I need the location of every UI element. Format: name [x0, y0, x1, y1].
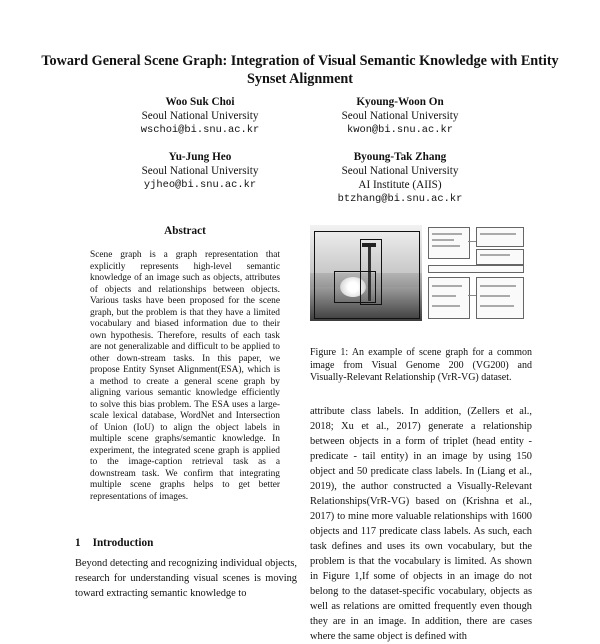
section-heading	[75, 537, 295, 549]
graph-label	[432, 285, 462, 287]
scene-graph-diagram	[428, 225, 525, 321]
graph-label	[480, 254, 510, 256]
author-email[interactable]: btzhang@bi.snu.ac.kr	[337, 193, 463, 205]
bounding-box	[334, 271, 376, 303]
graph-label	[432, 239, 454, 241]
author-email[interactable]: wschoi@bi.snu.ac.kr	[140, 124, 260, 136]
graph-edge	[468, 241, 476, 242]
graph-node-group	[476, 227, 524, 247]
author-name: Byoung-Tak Zhang	[353, 151, 447, 163]
graph-label	[432, 295, 456, 297]
graph-node-group	[476, 249, 524, 265]
graph-node-group	[428, 227, 470, 259]
graph-node-group	[428, 265, 524, 273]
abstract-heading: Abstract	[164, 225, 206, 237]
graph-label	[432, 245, 460, 247]
author-affiliation: Seoul National University	[341, 110, 459, 122]
graph-node-group	[476, 277, 524, 319]
author-email[interactable]: kwon@bi.snu.ac.kr	[346, 124, 453, 136]
author-affiliation: Seoul National University	[341, 165, 459, 177]
author-affiliation-secondary: AI Institute (AIIS)	[358, 179, 442, 191]
graph-edge	[468, 295, 476, 296]
graph-label	[432, 305, 460, 307]
author-name: Yu-Jung Heo	[168, 151, 232, 163]
section-number: 1	[75, 537, 81, 549]
paper-title: Toward General Scene Graph: Integration of Visual Semantic Knowledge with Entity Synset Alignment	[41, 53, 559, 87]
figure-1	[310, 225, 525, 325]
figure-photo	[310, 225, 422, 321]
graph-label	[480, 295, 510, 297]
graph-node-group	[428, 277, 470, 319]
author-name: Kyoung-Woon On	[356, 96, 444, 108]
abstract-text: Scene graph is a graph representation that explicitly represents high-level semantic knowledge of an image such as objects, attributes of objects and relationships between objects. Various tasks have been proposed for the scene graph, but the problem is that they have a limited vocabulary and biased information due to their own hypothesis. Therefore, results of each task are not generalizable and difficult to be applied to other down-stream tasks. In this paper, we propose Entity Synset Alignment(ESA), which is a method to create a general scene graph by aligning various semantic knowledge efficiently to solve this bias problem. The ESA uses a large-scale lexical database, WordNet and Intersection of Union (IoU) to align the object labels in multiple scene graphs/semantic knowledge. In experiment, the integrated scene graph is applied to the image-caption retrieval task as a downstream task. We confirm that integrating multiple scene graphs helps to get better representations of images.	[90, 250, 280, 502]
graph-label	[480, 285, 516, 287]
author-block	[110, 95, 290, 137]
author-email[interactable]: yjheo@bi.snu.ac.kr	[143, 179, 257, 191]
graph-label	[480, 233, 516, 235]
author-block	[110, 150, 290, 192]
graph-label	[480, 305, 514, 307]
author-block	[310, 150, 490, 205]
author-affiliation: Seoul National University	[141, 165, 259, 177]
author-block	[310, 95, 490, 137]
body-text-right-column: attribute class labels. In addition, (Zellers et al., 2018; Xu et al., 2017) generate a relationship between objects in a form of triplet (head entity - predicate - tail entity) in an image by using 150 object and 50 predicate class labels. In (Liang et al., 2019), the author constructed a Visually-Relevant Relationships(VrR-VG) based on (Krishna et al., 2017) to mine more valuable relationships with 1600 objects and 117 predicate class labels. As such, each task defines and uses its own vocabulary, but the problem is that the vocabulary is limited. As shown in Figure 1,If some of objects in an image do not belong to the dataset-specific vocabulary, objects as well as relations are omitted frequently even though they are in an image. In addition, there are cases where the same object is defined with	[310, 406, 532, 642]
introduction-text: Beyond detecting and recognizing individual objects, research for understanding visual scenes is moving toward extracting semantic knowledge to	[75, 558, 297, 599]
author-name: Woo Suk Choi	[165, 96, 235, 108]
figure-caption: Figure 1: An example of scene graph for a common image from Visual Genome 200 (VG200) and Visually-Relevant Relationship (VrR-VG) dataset.	[310, 347, 532, 383]
author-affiliation: Seoul National University	[141, 110, 259, 122]
graph-label	[432, 233, 462, 235]
section-title: Introduction	[92, 537, 154, 549]
